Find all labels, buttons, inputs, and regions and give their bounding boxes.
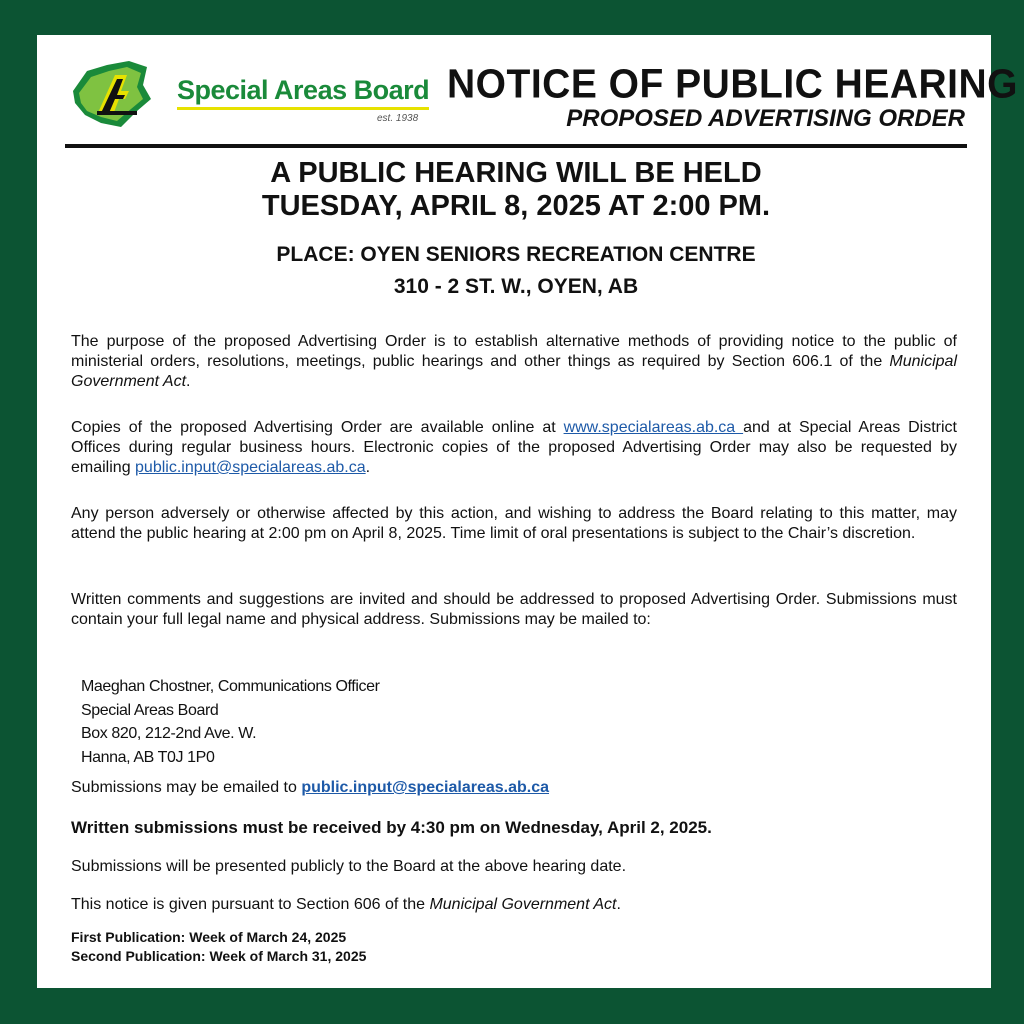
notice-title: NOTICE OF PUBLIC HEARING — [447, 61, 1019, 108]
second-publication: Second Publication: Week of March 31, 2025 — [71, 948, 367, 964]
submission-email-link[interactable]: public.input@specialareas.ab.ca — [301, 779, 550, 796]
affected-paragraph: Any person adversely or otherwise affected by this action, and wishing to address the Board relating to this matter, may attend the public hearing at 2:00 pm on April 8, 2025. Time limit of oral presentations is subject to the Chair’s discretion. — [71, 505, 957, 542]
purpose-text: The purpose of the proposed Advertising Order is to establish alternative methods of providing notice to the public of ministerial orders, resolutions, meetings, public hearings and other things as required by Section 606.1 of the — [71, 333, 957, 370]
address-line: Box 820, 212-2nd Ave. W. — [81, 725, 257, 742]
address-line: Hanna, AB T0J 1P0 — [81, 748, 215, 766]
org-est: est. 1938 — [377, 113, 419, 124]
address-line: Maeghan Chostner, Communications Officer — [81, 678, 380, 695]
address-line: Special Areas Board — [81, 701, 219, 719]
purpose-end: . — [186, 373, 191, 390]
copies-paragraph — [71, 418, 957, 478]
mailing-address — [81, 675, 681, 769]
pursuant-end: . — [616, 896, 621, 913]
headline-line-1: A PUBLIC HEARING WILL BE HELD — [270, 157, 762, 189]
email-line-text: Submissions may be emailed to — [71, 779, 302, 796]
email-link[interactable]: public.input@specialareas.ab.ca — [135, 459, 366, 476]
written-comments-paragraph: Written comments and suggestions are invited and should be addressed to proposed Advertising Order. Submissions must contain your full legal name and physical address. Submissions may be mailed to: — [71, 591, 957, 628]
pursuant-act-name: Municipal Government Act — [429, 896, 617, 913]
hearing-place — [65, 239, 967, 303]
notice-subtitle: PROPOSED ADVERTISING ORDER — [566, 105, 965, 132]
notice-page — [37, 35, 1019, 988]
logo-emblem-icon — [67, 55, 167, 131]
copies-end: . — [365, 459, 371, 476]
publication-dates — [71, 928, 366, 966]
copies-text-a: Copies of the proposed Advertising Order are available online at — [71, 419, 564, 436]
headline-line-2: TUESDAY, APRIL 8, 2025 AT 2:00 PM. — [261, 190, 771, 222]
presented-notice: Submissions will be presented publicly to the Board at the above hearing date. — [71, 858, 627, 875]
logo-underline — [177, 107, 429, 110]
first-publication: First Publication: Week of March 24, 2025 — [71, 929, 347, 945]
place-line-1: PLACE: OYEN SENIORS RECREATION CENTRE — [276, 243, 756, 266]
website-link[interactable]: www.specialareas.ab.ca — [563, 419, 744, 436]
pursuant-text: This notice is given pursuant to Section 606 of the — [71, 896, 430, 913]
email-submission-line — [71, 778, 957, 798]
purpose-paragraph — [71, 332, 957, 392]
org-name: Special Areas Board — [177, 75, 430, 105]
pursuant-notice — [71, 895, 957, 915]
copies-text-b: and at Special Areas District Offices during regular business hours. Electronic copies of the proposed Advertising Order may also be requested by emailing — [71, 419, 958, 476]
special-areas-logo — [67, 55, 430, 135]
header-divider — [65, 144, 967, 148]
deadline-notice: Written submissions must be received by 4:30 pm on Wednesday, April 2, 2025. — [71, 818, 712, 837]
purpose-act-name: Municipal Government Act — [71, 353, 957, 390]
hearing-headline — [65, 157, 967, 223]
place-line-2: 310 - 2 ST. W., OYEN, AB — [393, 275, 639, 298]
